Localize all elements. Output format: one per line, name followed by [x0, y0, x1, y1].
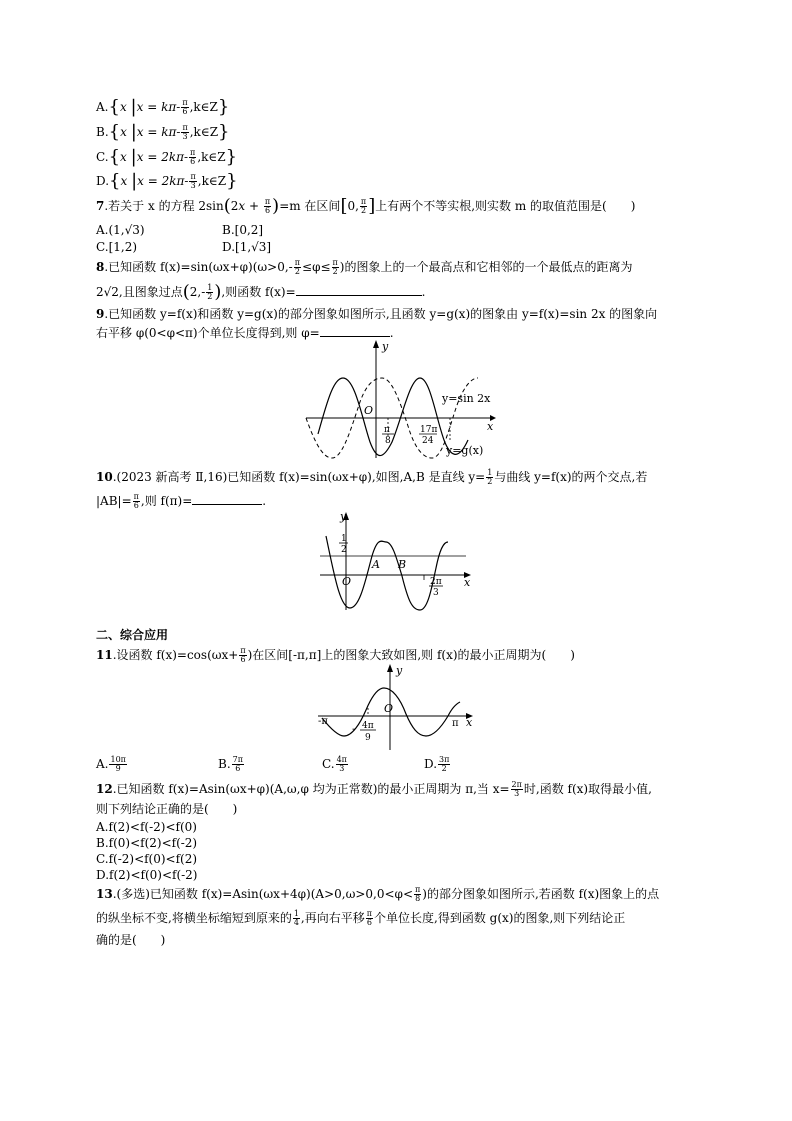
q12-line1: 12.已知函数 f(x)=Asin(ωx+φ)(A,ω,φ 均为正常数)的最小正周期为 π,当 x= $\frac{2\pi}{3}$ 时,函数 f(x)取得最小值, [96, 780, 652, 798]
q8-line2: 2√2,且图象过点(2,- $\frac{1}{2}$ ),则函数 f(x)= . [96, 281, 426, 303]
section-heading: 二、综合应用 [96, 628, 169, 642]
q6-option-b: B.{x |x = kπ- $\frac{\pi}{3}$ ,k∈Z} [96, 121, 230, 143]
origin-label: O [384, 702, 394, 715]
y-label: y [382, 340, 389, 353]
q7-stem: 7.若关于 x 的方程 2sin(2x + $\frac{\pi}{6}$ )=m 在区间[0, $\frac{\pi}{2}$ ]上有两个不等实根,则实数 m 的取值范围是( ) [96, 195, 636, 217]
q10-line1: 10.(2023 新高考 Ⅱ,16)已知函数 f(x)=sin(ωx+φ),如图,A,B 是直线 y= $\frac{1}{2}$ 与曲线 y=f(x)的两个交点,若 [96, 468, 648, 486]
tick-half-numerator: 1 [341, 534, 347, 544]
tick-neg-pi: -π [318, 716, 328, 727]
q8-answer-blank[interactable] [296, 283, 422, 296]
label-sin2x: y=sin 2x [442, 392, 491, 405]
q12-option-c: C.f(-2)<f(0)<f(2) [96, 852, 198, 866]
q6-option-d: D.{x |x = 2kπ- $\frac{\pi}{3}$ ,k∈Z} [96, 170, 238, 192]
y-axis-arrow-icon [387, 664, 393, 672]
figure-q10 [316, 506, 476, 612]
q10-answer-blank[interactable] [192, 492, 262, 505]
q11-stem: 11.设函数 f(x)=cos(ωx+ $\frac{\pi}{6}$ )在区间[-π,π]上的图象大致如图,则 f(x)的最小正周期为( ) [96, 646, 575, 664]
label-g: y=g(x) [446, 444, 484, 457]
tick-4pi9-sign: - [352, 724, 356, 735]
x-label: x [464, 576, 471, 589]
q11-option-c: C. $\frac{4\pi}{3}$ [322, 755, 347, 773]
q12-option-a: A.f(2)<f(-2)<f(0) [96, 820, 197, 834]
tick-4pi9-denominator: 9 [365, 733, 371, 743]
figure-q9 [300, 336, 500, 460]
q8-line1: 8.已知函数 f(x)=sin(ωx+φ)(ω>0,- $\frac{\pi}{2}$ ≤φ≤ $\frac{\pi}{2}$ )的图象上的一个最高点和它相邻的一个最低点的距离为 [96, 258, 633, 276]
q10-line2: |AB|= $\frac{\pi}{6}$ ,则 f(π)= . [96, 492, 267, 510]
q12-option-d: D.f(2)<f(0)<f(-2) [96, 868, 198, 882]
q11-option-d: D. $\frac{3\pi}{2}$ [424, 755, 450, 773]
q13-line1: 13.(多选)已知函数 f(x)=Asin(ωx+4φ)(A>0,ω>0,0<φ< $\frac{\pi}{8}$ )的部分图象如图所示,若函数 f(x)图象上的点 [96, 885, 660, 903]
q12-option-b: B.f(0)<f(2)<f(-2) [96, 836, 198, 850]
q7-option-a: A.(1,√3) [96, 223, 145, 237]
q13-line2: 的纵坐标不变,将横坐标缩短到原来的 $\frac{1}{4}$ ,再向右平移 $\frac{\pi}{6}$ 个单位长度,得到函数 g(x)的图象,则下列结论正 [96, 909, 626, 927]
q7-option-b: B.[0,2] [222, 223, 264, 237]
tick-pi8-denominator: 8 [385, 436, 391, 446]
tick-17pi24-denominator: 24 [422, 436, 434, 446]
q11-option-a: A. $\frac{10\pi}{9}$ [96, 755, 126, 773]
tick-half-denominator: 2 [341, 545, 347, 555]
tick-2pi3-denominator: 3 [433, 588, 439, 598]
tick-2pi3-numerator: 2π [430, 577, 442, 587]
q12-line2: 则下列结论正确的是( ) [96, 802, 238, 816]
tick-pi8-numerator: π [384, 425, 390, 435]
q13-line3: 确的是( ) [96, 933, 166, 947]
tick-pi: π [452, 718, 459, 729]
x-label: x [487, 420, 494, 433]
origin-label: O [342, 575, 352, 588]
figure-q11 [314, 660, 480, 752]
q11-option-b: B. $\frac{7\pi}{6}$ [218, 755, 243, 773]
point-a-label: A [372, 558, 380, 571]
y-label: y [340, 510, 347, 523]
tick-17pi24-numerator: 17π [420, 425, 438, 435]
tick-4pi9-numerator: 4π [362, 721, 374, 731]
y-axis-arrow-icon [373, 340, 379, 348]
origin-label: O [364, 404, 374, 417]
q9-line1: 9.已知函数 y=f(x)和函数 y=g(x)的部分图象如图所示,且函数 y=g(x)的图象由 y=f(x)=sin 2x 的图象向 [96, 307, 658, 321]
point-b-label: B [398, 558, 407, 571]
x-label: x [466, 716, 473, 729]
q6-option-a: A.{x |x = kπ- $\frac{\pi}{6}$ ,k∈Z} [96, 96, 230, 118]
y-label: y [396, 664, 403, 677]
q9-line2: 右平移 φ(0<φ<π)个单位长度得到,则 φ= . [96, 326, 394, 340]
q7-option-d: D.[1,√3] [222, 240, 272, 254]
q6-option-c: C.{x |x = 2kπ- $\frac{\pi}{6}$ ,k∈Z} [96, 146, 238, 168]
q7-option-c: C.[1,2) [96, 240, 138, 254]
